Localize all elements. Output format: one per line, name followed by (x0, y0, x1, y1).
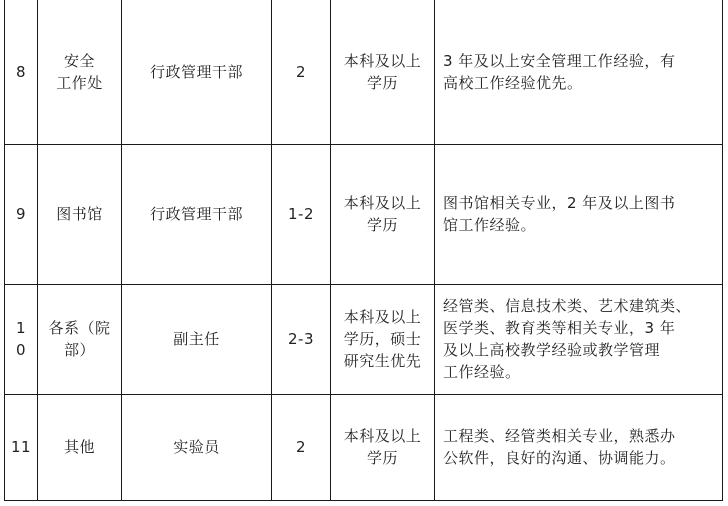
education-cell: 本科及以上 学历 (331, 394, 435, 500)
table-row (5, 144, 723, 284)
position-cell: 实验员 (122, 394, 272, 500)
education-cell: 本科及以上 学历 (331, 144, 435, 284)
table-row (5, 394, 723, 500)
requirement-cell: 工程类、经管类相关专业，熟悉办 公软件，良好的沟通、协调能力。 (435, 394, 723, 500)
requirement-cell: 3 年及以上安全管理工作经验，有 高校工作经验优先。 (435, 0, 723, 144)
row-number-cell: 9 (5, 144, 38, 284)
department-cell: 图书馆 (38, 144, 122, 284)
education-cell: 本科及以上 学历，硕士 研究生优先 (331, 284, 435, 394)
requirement-cell: 经管类、信息技术类、艺术建筑类、 医学类、教育类等相关专业，3 年 及以上高校教学经验或教学管理 工作经验。 (435, 284, 723, 394)
position-cell: 行政管理干部 (122, 144, 272, 284)
headcount-cell: 2 (272, 0, 331, 144)
requirement-cell: 图书馆相关专业，2 年及以上图书 馆工作经验。 (435, 144, 723, 284)
department-cell: 其他 (38, 394, 122, 500)
table-row (5, 0, 723, 144)
row-number-cell: 10 (5, 284, 38, 394)
position-cell: 行政管理干部 (122, 0, 272, 144)
headcount-cell: 2-3 (272, 284, 331, 394)
row-number-cell: 11 (5, 394, 38, 500)
headcount-cell: 2 (272, 394, 331, 500)
department-cell: 安全 工作处 (38, 0, 122, 144)
headcount-cell: 1-2 (272, 144, 331, 284)
row-number-cell: 8 (5, 0, 38, 144)
position-cell: 副主任 (122, 284, 272, 394)
education-cell: 本科及以上 学历 (331, 0, 435, 144)
department-cell: 各系（院 部） (38, 284, 122, 394)
table-row (5, 284, 723, 394)
recruitment-table (4, 0, 723, 501)
